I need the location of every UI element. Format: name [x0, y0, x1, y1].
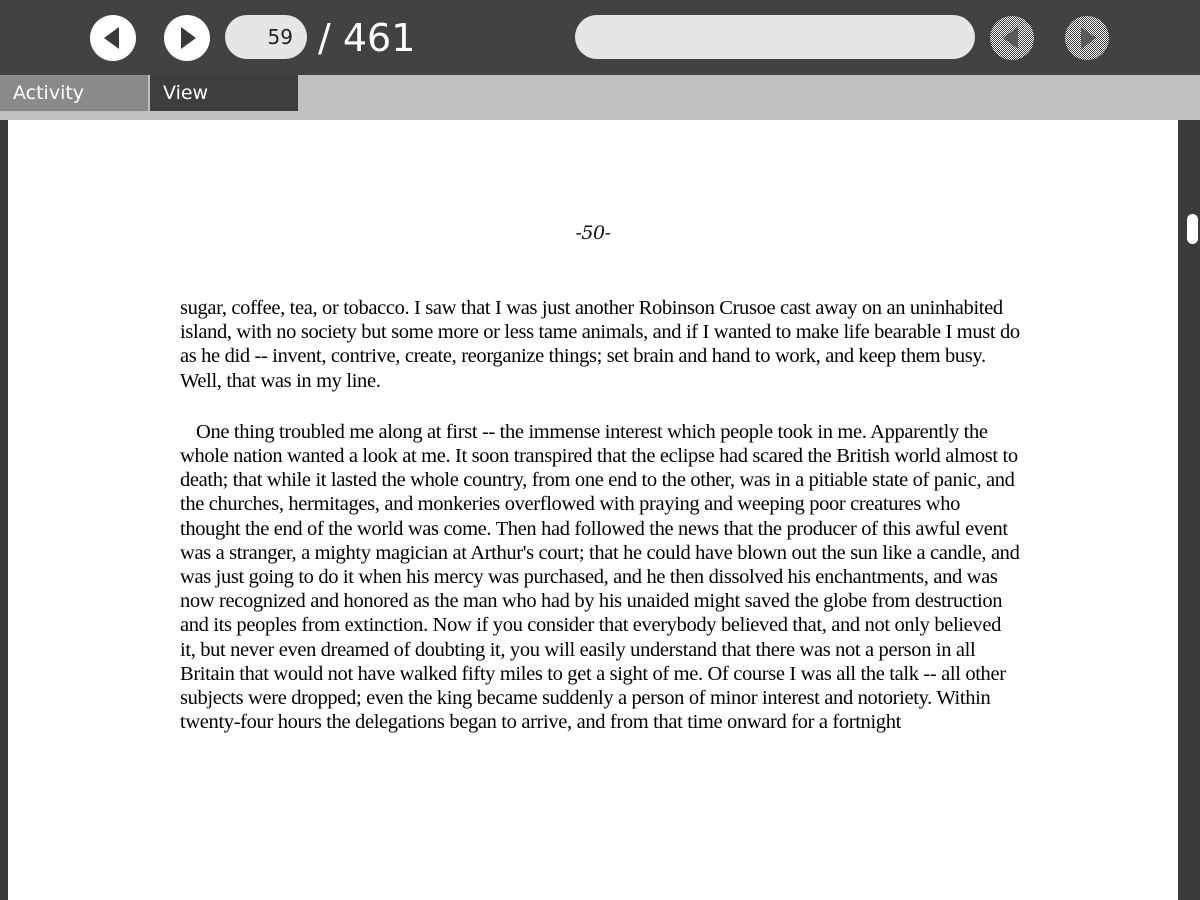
find-previous-button[interactable]	[989, 15, 1035, 61]
tab-view[interactable]: View	[150, 75, 298, 111]
find-next-button[interactable]	[1064, 15, 1110, 61]
find-next-icon	[1064, 15, 1110, 61]
paragraph: sugar, coffee, tea, or tobacco. I saw that I was just another Robinson Crusoe cast away on an uninhabited island, with no society but some more or less tame animals, and if I wanted to make life bearable I must do as he did -- invent, contrive, create, reorganize things; set brain and hand to work, and keep them busy. Well, that was in my line.	[180, 297, 1020, 392]
page-body	[180, 296, 1020, 761]
document-viewer[interactable]	[0, 120, 1200, 900]
main-toolbar	[0, 0, 1200, 75]
paragraph: One thing troubled me along at first -- the immense interest which people took in me. Apparently the whole nation wanted a look at me. It soon transpired that the eclipse had scared the British world almost to death; that while it lasted the whole country, from one end to the other, was in a pitiable state of panic, and the churches, hermitages, and monkeries overflowed with praying and weeping poor creatures who thought the end of the world was come. Then had followed the news that the producer of this awful event was a stranger, a mighty magician at Arthur's court; that he could have blown out the sun like a candle, and was just going to do it when his mercy was purchased, and he then dissolved his enchantments, and was now recognized and honored as the man who had by his unaided might saved the globe from destruction and its peoples from extinction. Now if you consider that everybody believed that, and not only believed it, but never even dreamed of doubting it, you will easily understand that there was not a person in all Britain that would not have walked fifty miles to get a sight of me. Of course I was all the talk -- all other subjects were dropped; even the king became suddenly a person of minor interest and notoriety. Within twenty-four hours the delegations began to arrive, and from that time onward for a fortnight	[180, 420, 1020, 734]
tab-bar	[0, 75, 1200, 120]
arrow-left-icon	[90, 15, 136, 61]
next-page-button[interactable]	[164, 15, 210, 61]
vertical-scrollbar[interactable]	[1178, 120, 1200, 900]
previous-page-button[interactable]	[90, 15, 136, 61]
total-pages-label: / 461	[318, 16, 416, 60]
document-page	[8, 120, 1178, 900]
arrow-right-icon	[164, 15, 210, 61]
find-previous-icon	[989, 15, 1035, 61]
tab-activity[interactable]: Activity	[0, 75, 148, 111]
page-number-label: -50-	[575, 222, 611, 244]
scrollbar-thumb[interactable]	[1187, 214, 1198, 244]
search-input[interactable]	[575, 15, 975, 59]
page-number-input[interactable]	[225, 15, 307, 59]
